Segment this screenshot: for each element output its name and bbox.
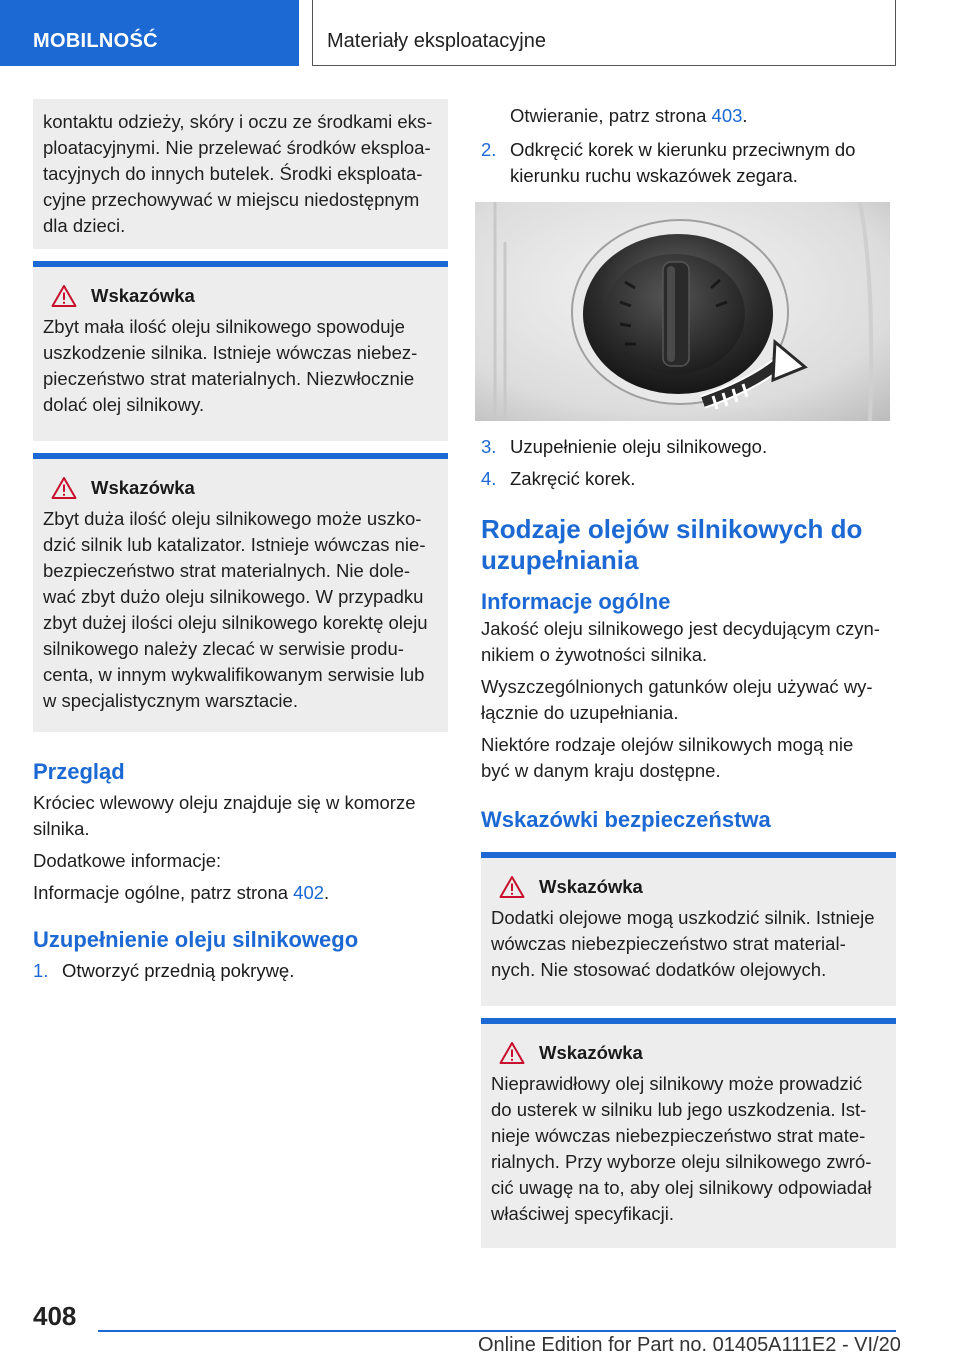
chapter-title: Materiały eksploatacyjne bbox=[327, 30, 546, 52]
notice-line: do usterek w silniku lub jego uszkodzenia. Ist- bbox=[491, 1099, 867, 1120]
section-label: MOBILNOŚĆ bbox=[33, 30, 158, 52]
intro-line: kontaktu odzieży, skóry i oczu ze środkami eks- bbox=[43, 111, 433, 132]
paragraph-line: nikiem o żywotności silnika. bbox=[481, 644, 708, 665]
intro-line: ploatacyjnymi. Nie przelewać środków eksploa- bbox=[43, 137, 431, 158]
notice-line: nych. Nie stosować dodatków olejowych. bbox=[491, 959, 827, 980]
step-number: 3. bbox=[481, 436, 497, 457]
continuation-end: . bbox=[742, 105, 748, 126]
overview-reference bbox=[33, 880, 448, 906]
notice-title-text: Wskazówka bbox=[539, 876, 643, 897]
notice-line: nieje wówczas niebezpieczeństwo strat mate- bbox=[491, 1125, 866, 1146]
oil-types-heading: Rodzaje olejów silnikowych do bbox=[481, 514, 863, 544]
notice-line: zbyt dużej ilości oleju silnikowego korektę oleju bbox=[43, 612, 428, 633]
notice-additives bbox=[481, 852, 896, 1006]
warning-triangle-icon bbox=[51, 476, 77, 500]
notice-line: dolać olej silnikowy. bbox=[43, 394, 205, 415]
warning-triangle-icon bbox=[51, 284, 77, 308]
general-info-heading: Informacje ogólne bbox=[481, 589, 671, 614]
edition-text: Online Edition for Part no. 01405A111E2 - VI/20 bbox=[478, 1334, 901, 1356]
notice-title-text: Wskazówka bbox=[91, 285, 195, 306]
footer-divider bbox=[98, 1330, 896, 1332]
notice-title bbox=[43, 475, 438, 501]
notice-line: bezpieczeństwo strat materialnych. Nie dole- bbox=[43, 560, 411, 581]
paragraph-line: Wyszczególnionych gatunków oleju używać wy- bbox=[481, 676, 873, 697]
intro-line: tacyjnych do innych butelek. Środki eksploata- bbox=[43, 163, 423, 184]
overview-line: Króciec wlewowy oleju znajduje się w komorze bbox=[33, 792, 416, 813]
intro-line: cyjne przechowywać w miejscu niedostępnym bbox=[43, 189, 420, 210]
notice-line: w specjalistycznym warsztacie. bbox=[43, 690, 298, 711]
paragraph-line: Niektóre rodzaje olejów silnikowych mogą nie bbox=[481, 734, 854, 755]
left-column bbox=[33, 99, 448, 984]
reference-end: . bbox=[324, 882, 330, 903]
step-item bbox=[33, 958, 448, 984]
notice-low-oil bbox=[33, 261, 448, 441]
step-text: Uzupełnienie oleju silnikowego. bbox=[510, 436, 768, 457]
overview-line: silnika. bbox=[33, 818, 90, 839]
paragraph-line: łącznie do uzupełniania. bbox=[481, 702, 679, 723]
notice-line: cić uwagę na to, aby olej silnikowy odpowiadał bbox=[491, 1177, 872, 1198]
step-text: Otworzyć przednią pokrywę. bbox=[62, 960, 295, 981]
notice-line: silnikowego należy zlecać w serwisie produ- bbox=[43, 638, 404, 659]
refill-section bbox=[33, 926, 448, 984]
notice-line: Dodatki olejowe mogą uszkodzić silnik. Istnieje bbox=[491, 907, 875, 928]
notice-title-text: Wskazówka bbox=[539, 1042, 643, 1063]
notice-line: wać zbyt dużo oleju silnikowego. W przypadku bbox=[43, 586, 424, 607]
notice-too-much-oil bbox=[33, 453, 448, 732]
warning-triangle-icon bbox=[499, 1041, 525, 1065]
notice-title bbox=[43, 283, 438, 309]
intro-line: dla dzieci. bbox=[43, 215, 126, 236]
step-item bbox=[481, 466, 896, 492]
section-tab[interactable] bbox=[0, 0, 299, 66]
notice-line: centa, w innym wykwalifikowanym serwisie lub bbox=[43, 664, 425, 685]
paragraph-line: być w danym kraju dostępne. bbox=[481, 760, 721, 781]
notice-title bbox=[491, 1040, 886, 1066]
step-item bbox=[481, 434, 896, 460]
notice-line: Zbyt duża ilość oleju silnikowego może uszko- bbox=[43, 508, 422, 529]
notice-wrong-oil bbox=[481, 1018, 896, 1248]
safety-section bbox=[481, 806, 896, 1248]
oil-cap-illustration bbox=[475, 202, 890, 421]
notice-line: Nieprawidłowy olej silnikowy może prowadzić bbox=[491, 1073, 863, 1094]
oil-types-heading: uzupełniania bbox=[481, 545, 639, 575]
notice-title-text: Wskazówka bbox=[91, 477, 195, 498]
notice-line: wówczas niebezpieczeństwo strat material- bbox=[491, 933, 846, 954]
warning-triangle-icon bbox=[499, 875, 525, 899]
notice-line: Zbyt mała ilość oleju silnikowego spowoduje bbox=[43, 316, 405, 337]
step-item bbox=[481, 137, 896, 189]
additional-info-label: Dodatkowe informacje: bbox=[33, 850, 222, 871]
page-number: 408 bbox=[33, 1301, 77, 1331]
step-text: Odkręcić korek w kierunku przeciwnym do bbox=[510, 139, 856, 160]
page-link-402[interactable]: 402 bbox=[293, 882, 325, 903]
page-link-403[interactable]: 403 bbox=[711, 105, 743, 126]
notice-line: dzić silnik lub katalizator. Istnieje wówczas nie- bbox=[43, 534, 426, 555]
right-column-bottom bbox=[481, 434, 896, 1248]
intro-box bbox=[33, 99, 448, 249]
refill-heading: Uzupełnienie oleju silnikowego bbox=[33, 927, 359, 952]
safety-heading: Wskazówki bezpieczeństwa bbox=[481, 807, 771, 832]
right-column-top bbox=[481, 103, 896, 189]
notice-line: właściwej specyfikacji. bbox=[491, 1203, 674, 1224]
step-text: kierunku ruchu wskazówek zegara. bbox=[510, 165, 798, 186]
paragraph-line: Jakość oleju silnikowego jest decydującym czyn- bbox=[481, 618, 880, 639]
notice-line: pieczeństwo strat materialnych. Niezwłocznie bbox=[43, 368, 415, 389]
oil-filler-cap-image bbox=[475, 202, 890, 421]
notice-title bbox=[491, 874, 886, 900]
step-number: 1. bbox=[33, 960, 49, 981]
chapter-header bbox=[312, 0, 896, 66]
step-number: 4. bbox=[481, 468, 497, 489]
step-number: 2. bbox=[481, 139, 497, 160]
step1-continuation bbox=[481, 103, 896, 129]
overview-heading: Przegląd bbox=[33, 759, 125, 784]
reference-text: Informacje ogólne, patrz strona bbox=[33, 882, 294, 903]
oil-types-section bbox=[481, 514, 896, 784]
continuation-text: Otwieranie, patrz strona bbox=[510, 105, 712, 126]
overview-section bbox=[33, 758, 448, 906]
notice-line: rialnych. Przy wyborze oleju silnikowego zwró- bbox=[491, 1151, 872, 1172]
notice-line: uszkodzenie silnika. Istnieje wówczas niebez- bbox=[43, 342, 418, 363]
step-text: Zakręcić korek. bbox=[510, 468, 636, 489]
